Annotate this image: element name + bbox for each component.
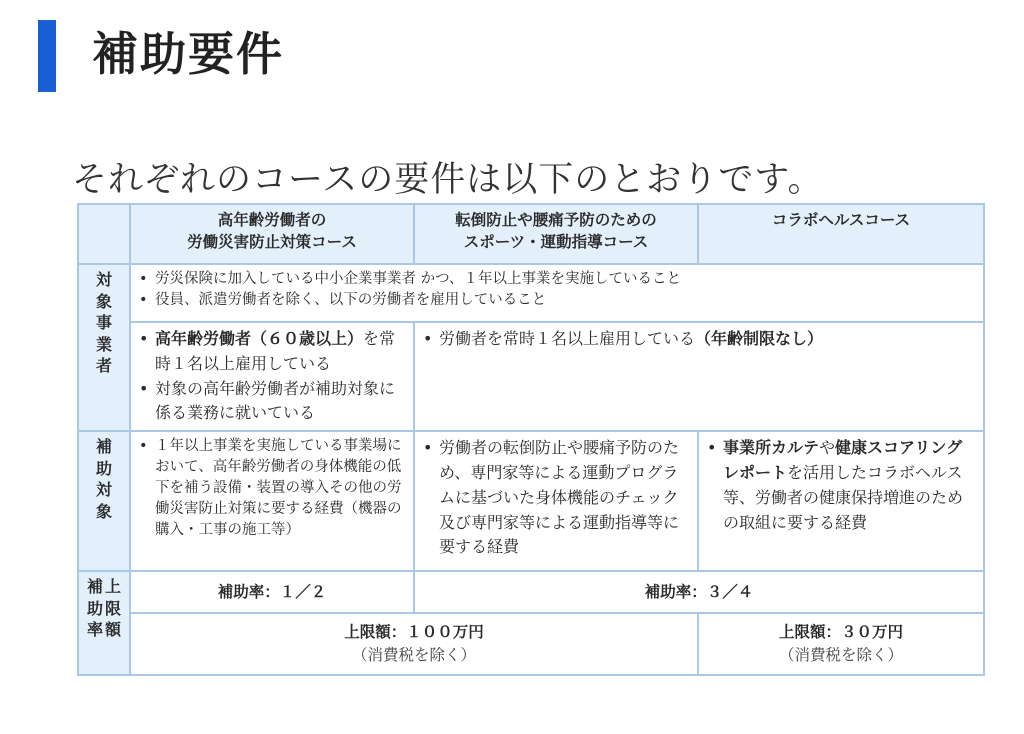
subsidy-target-col1: [130, 431, 414, 571]
header-course-1-line2: 労働災害防止対策コース: [187, 233, 357, 252]
header-course-2: [414, 204, 698, 264]
limit-label: 上限額: [105, 577, 122, 640]
requirements-table: [77, 203, 985, 676]
subsidy-target-col3: [698, 431, 984, 571]
target-business-col1: [130, 322, 414, 431]
header-course-2-line1: 転倒防止や腰痛予防のための: [455, 211, 657, 229]
limit-amount-note: （消費税を除く）: [778, 646, 903, 665]
limit-amount-value: 上限額：３０万円: [778, 622, 903, 641]
header-course-1: [130, 204, 414, 264]
list-item: • 労働者の転倒防止や腰痛予防のため、専門家等による運動プログラムに基づいた身体機能のチェック及び専門家等による運動指導等に要する経費: [423, 436, 689, 560]
limit-amount-col12: [130, 613, 698, 675]
target-business-detail-row: [78, 322, 984, 431]
limit-amount-col3: [698, 613, 984, 675]
header-course-3: [698, 204, 984, 264]
subsidy-rate-col1: 補助率：１／２: [130, 571, 414, 613]
title-accent-bar: [38, 20, 56, 92]
subsidy-target-col2: [414, 431, 698, 571]
list-item: • 役員、派遣労働者を除く、以下の労働者を雇用していること: [139, 290, 975, 311]
limit-amount-note: （消費税を除く）: [351, 646, 476, 665]
header-course-2-line2: スポーツ・運動指導コース: [463, 233, 649, 252]
target-business-common: [130, 264, 984, 322]
page-subtitle: それぞれのコースの要件は以下のとおりです。: [72, 160, 824, 200]
list-item: • 対象の高年齢労働者が補助対象に係る業務に就いている: [139, 377, 405, 427]
limit-amount-value: 上限額：１００万円: [344, 622, 484, 641]
header-corner: [78, 204, 130, 264]
header-course-1-line1: 高年齢労働者の: [217, 211, 327, 229]
target-business-col23: [414, 322, 984, 431]
header-course-3-line1: コラボヘルスコース: [771, 211, 911, 229]
table-header-row: [78, 204, 984, 264]
rate-limit-label: [78, 571, 130, 675]
list-item: • １年以上事業を実施している事業場において、高年齢労働者の身体機能の低下を補う設備・装置の導入その他の労働災害防止対策に要する経費（機器の購入・工事の施工等）: [139, 436, 405, 541]
subsidy-target-label: 補助対象: [78, 431, 130, 571]
target-business-common-row: [78, 264, 984, 322]
subsidy-target-row: [78, 431, 984, 571]
target-business-label: 対象事業者: [78, 264, 130, 431]
page-title: 補助要件: [92, 27, 284, 81]
list-item: • 事業所カルテや健康スコアリングレポートを活用したコラボヘルス等、労働者の健康保持増進のための取組に要する経費: [707, 436, 975, 535]
list-item: • 労働者を常時１名以上雇用している（年齢制限なし）: [423, 327, 975, 352]
list-item: • 労災保険に加入している中小企業事業者 かつ、１年以上事業を実施していること: [139, 269, 975, 290]
limit-amount-row: [78, 613, 984, 675]
list-item: • 高年齢労働者（６０歳以上）を常時１名以上雇用している: [139, 327, 405, 377]
subsidy-rate-row: [78, 571, 984, 613]
subsidy-rate-col23: 補助率：３／４: [414, 571, 984, 613]
rate-label: 補助率: [86, 577, 103, 640]
